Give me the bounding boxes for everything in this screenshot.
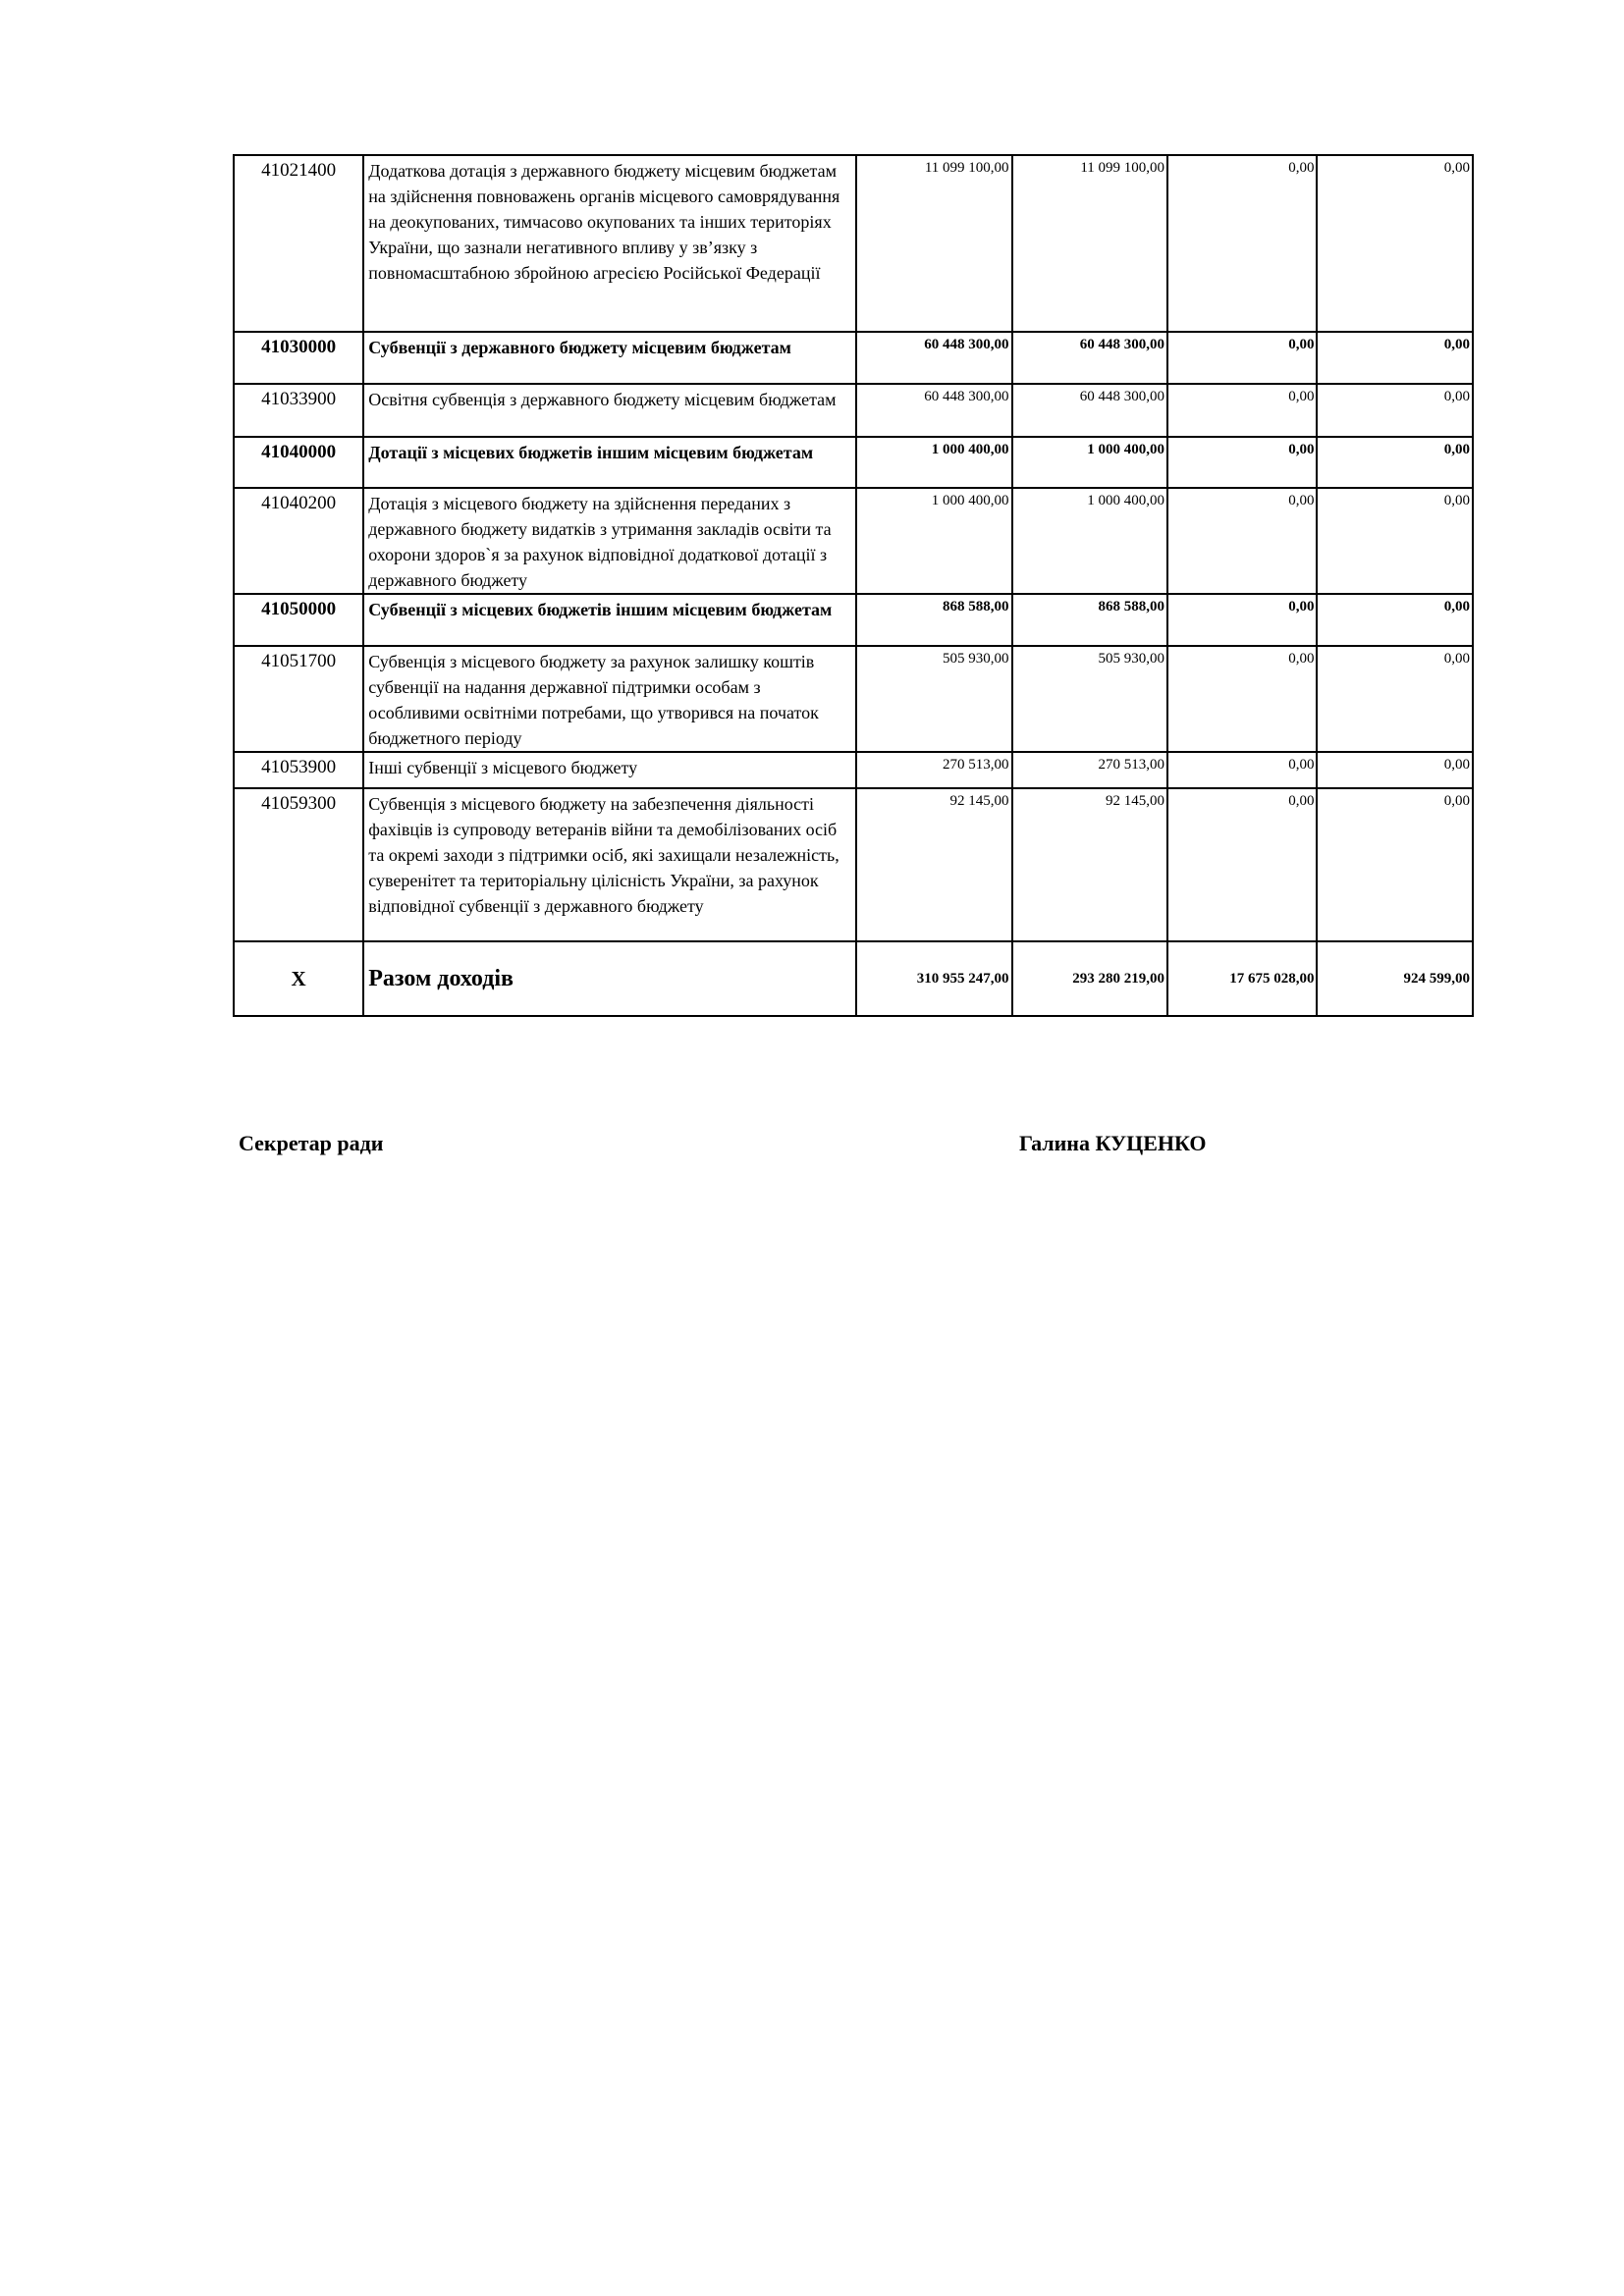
row-value-1: 1 000 400,00	[856, 437, 1012, 488]
row-value-2: 868 588,00	[1012, 594, 1168, 646]
row-value-2: 1 000 400,00	[1012, 437, 1168, 488]
table-row	[234, 488, 1473, 594]
row-value-4: 0,00	[1317, 332, 1473, 384]
row-value-2: 1 000 400,00	[1012, 488, 1168, 594]
row-value-2: 11 099 100,00	[1012, 155, 1168, 332]
total-value-4: 924 599,00	[1317, 941, 1473, 1016]
table-row	[234, 155, 1473, 332]
row-name: Освітня субвенція з державного бюджету місцевим бюджетам	[363, 384, 856, 437]
row-value-4: 0,00	[1317, 788, 1473, 941]
row-value-1: 868 588,00	[856, 594, 1012, 646]
row-name: Субвенції з місцевих бюджетів іншим місцевим бюджетам	[363, 594, 856, 646]
table-row	[234, 384, 1473, 437]
income-table	[233, 154, 1474, 1017]
table-row	[234, 332, 1473, 384]
table-row	[234, 752, 1473, 788]
table-row	[234, 594, 1473, 646]
row-value-1: 1 000 400,00	[856, 488, 1012, 594]
row-name: Дотація з місцевого бюджету на здійснення переданих з державного бюджету видатків з утримання закладів освіти та охорони здоров`я за рахунок відповідної додаткової дотації з державного бюджету	[363, 488, 856, 594]
total-value-2: 293 280 219,00	[1012, 941, 1168, 1016]
signatory-position: Секретар ради	[239, 1131, 384, 1155]
row-name: Дотації з місцевих бюджетів іншим місцевим бюджетам	[363, 437, 856, 488]
row-value-4: 0,00	[1317, 752, 1473, 788]
row-value-4: 0,00	[1317, 384, 1473, 437]
row-value-1: 60 448 300,00	[856, 332, 1012, 384]
row-value-2: 60 448 300,00	[1012, 332, 1168, 384]
row-value-1: 92 145,00	[856, 788, 1012, 941]
row-value-1: 60 448 300,00	[856, 384, 1012, 437]
total-value-1: 310 955 247,00	[856, 941, 1012, 1016]
row-value-2: 505 930,00	[1012, 646, 1168, 752]
row-code: 41040200	[234, 488, 363, 594]
row-value-3: 0,00	[1167, 594, 1317, 646]
row-name: Субвенція з місцевого бюджету за рахунок залишку коштів субвенції на надання державної підтримки особам з особливими освітніми потребами, що утворився на початок бюджетного періоду	[363, 646, 856, 752]
total-label: Разом доходів	[363, 941, 856, 1016]
row-value-3: 0,00	[1167, 752, 1317, 788]
total-row	[234, 941, 1473, 1016]
row-value-1: 505 930,00	[856, 646, 1012, 752]
row-value-3: 0,00	[1167, 788, 1317, 941]
total-value-3: 17 675 028,00	[1167, 941, 1317, 1016]
row-value-2: 270 513,00	[1012, 752, 1168, 788]
row-value-1: 270 513,00	[856, 752, 1012, 788]
row-code: 41040000	[234, 437, 363, 488]
row-value-3: 0,00	[1167, 155, 1317, 332]
row-value-2: 92 145,00	[1012, 788, 1168, 941]
row-code: 41059300	[234, 788, 363, 941]
row-code: 41050000	[234, 594, 363, 646]
row-name: Інші субвенції з місцевого бюджету	[363, 752, 856, 788]
row-code: 41030000	[234, 332, 363, 384]
table-row	[234, 788, 1473, 941]
row-value-3: 0,00	[1167, 646, 1317, 752]
row-value-4: 0,00	[1317, 646, 1473, 752]
row-name: Додаткова дотація з державного бюджету місцевим бюджетам на здійснення повноважень органів місцевого самоврядування на деокупованих, тимчасово окупованих та інших територіях України, що зазнали негативного впливу у зв’язку з повномасштабною збройною агресією Російської Федерації	[363, 155, 856, 332]
row-value-3: 0,00	[1167, 332, 1317, 384]
row-value-2: 60 448 300,00	[1012, 384, 1168, 437]
row-name: Субвенції з державного бюджету місцевим бюджетам	[363, 332, 856, 384]
row-code: 41053900	[234, 752, 363, 788]
table-row	[234, 646, 1473, 752]
row-value-3: 0,00	[1167, 384, 1317, 437]
row-code: 41033900	[234, 384, 363, 437]
row-value-3: 0,00	[1167, 437, 1317, 488]
total-code: Х	[234, 941, 363, 1016]
row-value-4: 0,00	[1317, 437, 1473, 488]
table-row	[234, 437, 1473, 488]
row-value-3: 0,00	[1167, 488, 1317, 594]
row-value-4: 0,00	[1317, 155, 1473, 332]
row-value-4: 0,00	[1317, 488, 1473, 594]
row-value-1: 11 099 100,00	[856, 155, 1012, 332]
signatory-name: Галина КУЦЕНКО	[1019, 1131, 1207, 1155]
row-name: Субвенція з місцевого бюджету на забезпечення діяльності фахівців із супроводу ветеранів війни та демобілізованих осіб та окремі заходи з підтримки осіб, які захищали незалежність, суверенітет та територіальну цілісність України, за рахунок відповідної субвенції з державного бюджету	[363, 788, 856, 941]
row-value-4: 0,00	[1317, 594, 1473, 646]
row-code: 41021400	[234, 155, 363, 332]
row-code: 41051700	[234, 646, 363, 752]
